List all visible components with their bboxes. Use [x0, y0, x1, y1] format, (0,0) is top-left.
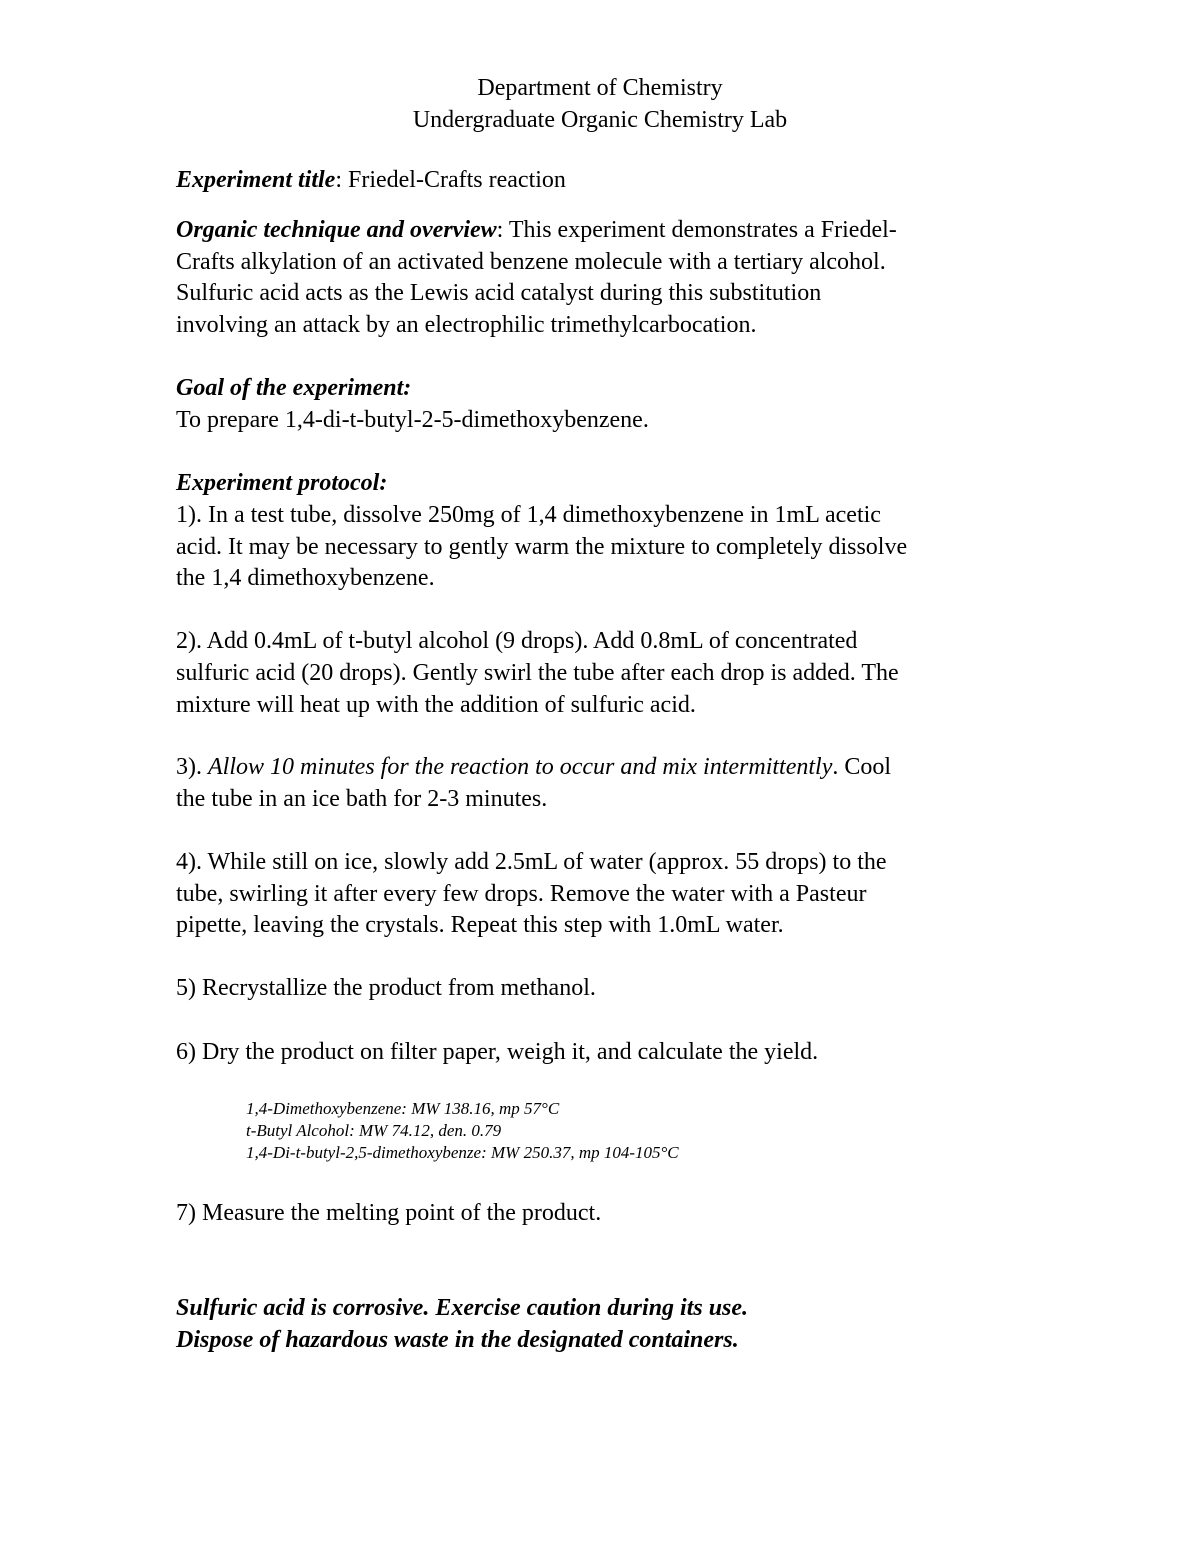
step-4-line-1: 4). While still on ice, slowly add 2.5mL of water (approx. 55 drops) to the	[176, 849, 887, 875]
overview-line-2: Crafts alkylation of an activated benzene molecule with a tertiary alcohol.	[176, 249, 886, 275]
step-1-line-1: 1). In a test tube, dissolve 250mg of 1,4 dimethoxybenzene in 1mL acetic	[176, 502, 881, 528]
step-3-line-2: the tube in an ice bath for 2-3 minutes.	[176, 786, 548, 812]
step-4-line-3: pipette, leaving the crystals. Repeat this step with 1.0mL water.	[176, 912, 784, 938]
step-4-line-2: tube, swirling it after every few drops. Remove the water with a Pasteur	[176, 881, 867, 907]
step-6: 6) Dry the product on filter paper, weigh it, and calculate the yield.	[176, 1039, 819, 1065]
warning-line-1: Sulfuric acid is corrosive. Exercise caution during its use.	[176, 1295, 749, 1321]
step-3-prefix: 3).	[176, 754, 208, 780]
goal-text: To prepare 1,4-di-t-butyl-2-5-dimethoxybenzene.	[176, 407, 649, 433]
overview-line-1	[176, 214, 897, 246]
overview-label: Organic technique and overview	[176, 217, 497, 243]
lab-heading: Undergraduate Organic Chemistry Lab	[412, 107, 788, 133]
step-7: 7) Measure the melting point of the product.	[176, 1200, 602, 1226]
step-2-line-3: mixture will heat up with the addition of sulfuric acid.	[176, 692, 696, 718]
overview-text-1: : This experiment demonstrates a Friedel-	[496, 217, 897, 243]
protocol-label: Experiment protocol:	[176, 470, 388, 496]
reference-line-1: 1,4-Dimethoxybenzene: MW 138.16, mp 57°C	[246, 1099, 560, 1118]
experiment-title-value: : Friedel-Crafts reaction	[335, 167, 566, 193]
step-3-line-1	[176, 751, 891, 783]
reference-line-3: 1,4-Di-t-butyl-2,5-dimethoxybenze: MW 250.37, mp 104-105°C	[246, 1143, 679, 1162]
department-heading: Department of Chemistry	[477, 75, 723, 101]
step-1-line-2: acid. It may be necessary to gently warm the mixture to completely dissolve	[176, 534, 908, 560]
overview-line-4: involving an attack by an electrophilic trimethylcarbocation.	[176, 312, 757, 338]
step-3-italic: Allow 10 minutes for the reaction to occur and mix intermittently	[208, 754, 833, 780]
step-2-line-1: 2). Add 0.4mL of t-butyl alcohol (9 drops). Add 0.8mL of concentrated	[176, 628, 858, 654]
step-5: 5) Recrystallize the product from methanol.	[176, 975, 596, 1001]
overview-line-3: Sulfuric acid acts as the Lewis acid catalyst during this substitution	[176, 280, 822, 306]
step-1-line-3: the 1,4 dimethoxybenzene.	[176, 565, 435, 591]
warning-line-2: Dispose of hazardous waste in the designated containers.	[176, 1327, 739, 1353]
experiment-title-label: Experiment title	[176, 167, 336, 193]
step-3-suffix: . Cool	[832, 754, 892, 780]
goal-label: Goal of the experiment:	[176, 375, 412, 401]
reference-line-2: t-Butyl Alcohol: MW 74.12, den. 0.79	[246, 1121, 502, 1140]
experiment-title-line	[176, 164, 566, 196]
step-2-line-2: sulfuric acid (20 drops). Gently swirl the tube after each drop is added. The	[176, 660, 899, 686]
